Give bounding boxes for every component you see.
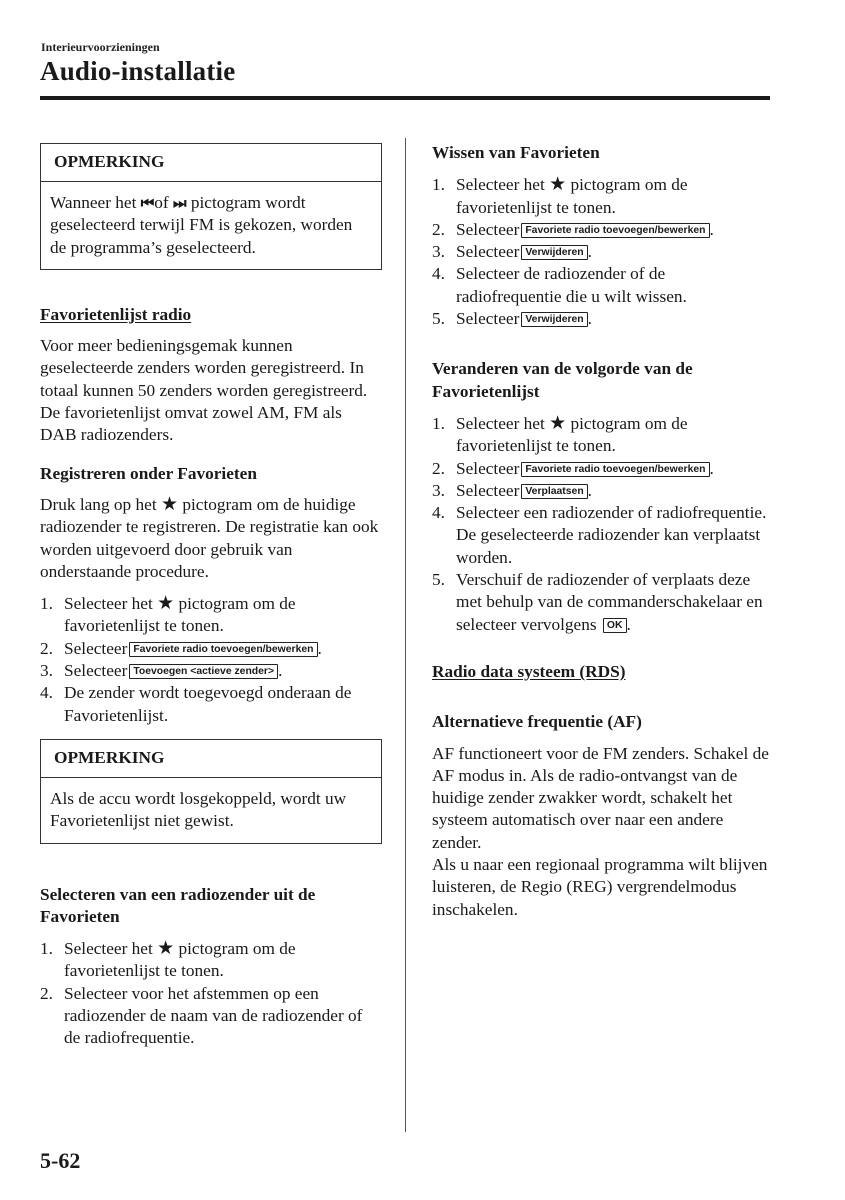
ok-button: OK	[603, 618, 627, 633]
page-number: 5-62	[40, 1148, 81, 1173]
delete-button: Verwijderen	[521, 312, 587, 327]
list-item	[432, 174, 772, 219]
add-active-station-button: Toevoegen <actieve zender>	[129, 664, 278, 679]
step-number: 3.	[40, 661, 53, 681]
next-track-icon: ⏭	[172, 194, 187, 212]
list-item	[40, 593, 382, 638]
step-text: Selecteer het	[64, 594, 153, 614]
reorder-steps	[432, 413, 772, 636]
step-text: De zender wordt toegevoegd onderaan de Favorietenlijst.	[64, 683, 352, 725]
list-item	[432, 263, 772, 308]
paragraph: AF functioneert voor de FM zenders. Schakel de AF modus in. Als de radio-ontvangst van de huidige zender zwakker wordt, schakelt het systeem automatisch over naar een andere zender.	[432, 743, 769, 852]
step-text: pictogram om de favorietenlijst te tonen.	[456, 175, 688, 217]
step-text: Selecteer	[64, 638, 128, 658]
heading-favorites-list: Favorietenlijst radio	[40, 304, 192, 324]
step-text: pictogram om de favorietenlijst te tonen.	[456, 413, 688, 456]
favorite-radio-add-edit-button: Favoriete radio toevoegen/bewerken	[521, 223, 709, 238]
step-text: Selecteer de radiozender of de radiofrequentie die u wilt wissen.	[456, 264, 687, 306]
step-text: Selecteer	[456, 242, 520, 262]
step-number: 1.	[40, 939, 53, 959]
step-number: 2.	[432, 458, 445, 478]
step-number: 2.	[432, 219, 445, 239]
prev-track-icon: ⏮	[140, 194, 155, 212]
note-body	[41, 182, 381, 269]
note-heading: OPMERKING	[41, 144, 381, 182]
list-item	[432, 308, 772, 330]
step-text: .	[587, 309, 592, 329]
heading-select-station: Selecteren van een radiozender uit de Favorieten	[40, 884, 316, 926]
step-number: 4.	[432, 264, 445, 284]
paragraph: Als u naar een regionaal programma wilt blijven luisteren, de Regio (REG) vergrendelmodus inschakelen.	[432, 855, 768, 919]
star-icon: ★	[549, 173, 567, 196]
register-steps	[40, 593, 382, 727]
heading-register: Registreren onder Favorieten	[40, 463, 257, 483]
note-heading: OPMERKING	[41, 740, 381, 778]
list-item	[432, 219, 772, 241]
list-item	[432, 458, 772, 480]
step-text: Selecteer	[456, 480, 520, 500]
list-item	[432, 241, 772, 263]
section-label: Interieurvoorzieningen	[41, 40, 160, 54]
step-text: .	[587, 242, 592, 262]
step-text: .	[709, 458, 714, 478]
step-text: Selecteer het	[64, 939, 153, 959]
step-number: 5.	[432, 570, 445, 590]
list-item	[40, 660, 382, 682]
note-text: of	[154, 193, 169, 212]
left-column	[40, 142, 382, 1050]
title-rule	[40, 96, 770, 100]
step-text: .	[587, 480, 592, 500]
list-item	[432, 480, 772, 502]
step-number: 2.	[40, 638, 53, 658]
page-title: Audio-installatie	[40, 56, 236, 86]
step-text: .	[709, 219, 714, 239]
note-text: pictogram wordt geselecteerd terwijl FM is gekozen, worden de programma’s geselecteerd.	[50, 193, 353, 257]
list-item	[432, 502, 772, 569]
step-text: Selecteer	[456, 219, 520, 239]
step-number: 2.	[40, 983, 53, 1003]
step-text: Selecteer	[64, 661, 128, 681]
step-text: Selecteer voor het afstemmen op een radiozender de naam van de radiozender of de radiofrequentie.	[64, 983, 363, 1048]
list-item	[40, 682, 382, 727]
select-steps	[40, 938, 382, 1049]
step-number: 3.	[432, 480, 445, 500]
step-number: 5.	[432, 309, 445, 329]
heading-delete-favorites: Wissen van Favorieten	[432, 143, 600, 162]
list-item	[432, 569, 772, 636]
step-text: Selecteer het	[456, 175, 545, 195]
step-text: Verschuif de radiozender of verplaats deze met behulp van de commanderschakelaar en selecteer vervolgens	[456, 570, 763, 634]
heading-af: Alternatieve frequentie (AF)	[432, 712, 642, 732]
list-item	[432, 413, 772, 458]
step-text: .	[626, 614, 631, 634]
step-number: 4.	[40, 683, 53, 703]
star-icon: ★	[157, 937, 175, 960]
delete-button: Verwijderen	[521, 245, 587, 260]
paragraph	[40, 494, 382, 583]
heading-reorder-favorites: Veranderen van de volgorde van de Favorietenlijst	[432, 359, 693, 401]
favorite-radio-add-edit-button: Favoriete radio toevoegen/bewerken	[129, 642, 317, 657]
column-divider	[405, 138, 406, 1132]
step-text: .	[278, 661, 283, 681]
right-column	[432, 142, 772, 921]
step-text: pictogram om de favorietenlijst te tonen.	[64, 939, 296, 981]
step-text: Selecteer het	[456, 413, 545, 433]
favorite-radio-add-edit-button: Favoriete radio toevoegen/bewerken	[521, 462, 709, 477]
step-text: pictogram om de favorietenlijst te tonen.	[64, 594, 296, 636]
step-text: Selecteer	[456, 309, 520, 329]
step-number: 3.	[432, 242, 445, 262]
step-number: 1.	[432, 175, 445, 195]
star-icon: ★	[160, 492, 178, 515]
list-item	[40, 938, 382, 983]
move-button: Verplaatsen	[521, 484, 587, 499]
step-text: Selecteer een radiozender of radiofrequentie. De geselecteerde radiozender kan verplaatst worden.	[456, 503, 767, 567]
step-number: 1.	[432, 413, 445, 433]
paragraph-text: Druk lang op het	[40, 494, 157, 514]
note-body: Als de accu wordt losgekoppeld, wordt uw Favorietenlijst niet gewist.	[50, 788, 347, 831]
list-item	[40, 983, 382, 1050]
step-number: 1.	[40, 594, 53, 614]
step-text: .	[317, 638, 322, 658]
delete-steps	[432, 174, 772, 330]
list-item	[40, 638, 382, 660]
heading-rds: Radio data systeem (RDS)	[432, 661, 626, 681]
star-icon: ★	[157, 592, 175, 615]
star-icon: ★	[549, 411, 567, 434]
note-box-2	[40, 739, 382, 844]
paragraph: Voor meer bedieningsgemak kunnen geselecteerde zenders worden geregistreerd. In totaal kunnen 50 zenders worden geregistreerd. De favorietenlijst omvat zowel AM, FM als DAB radiozenders.	[40, 336, 368, 445]
note-text: Wanneer het	[50, 193, 137, 212]
step-number: 4.	[432, 503, 445, 523]
paragraph-text: pictogram om de huidige radiozender te registreren. De registratie kan ook worden uitgevoerd door gebruik van onderstaande procedure.	[40, 494, 379, 581]
step-text: Selecteer	[456, 458, 520, 478]
note-box-1	[40, 143, 382, 270]
